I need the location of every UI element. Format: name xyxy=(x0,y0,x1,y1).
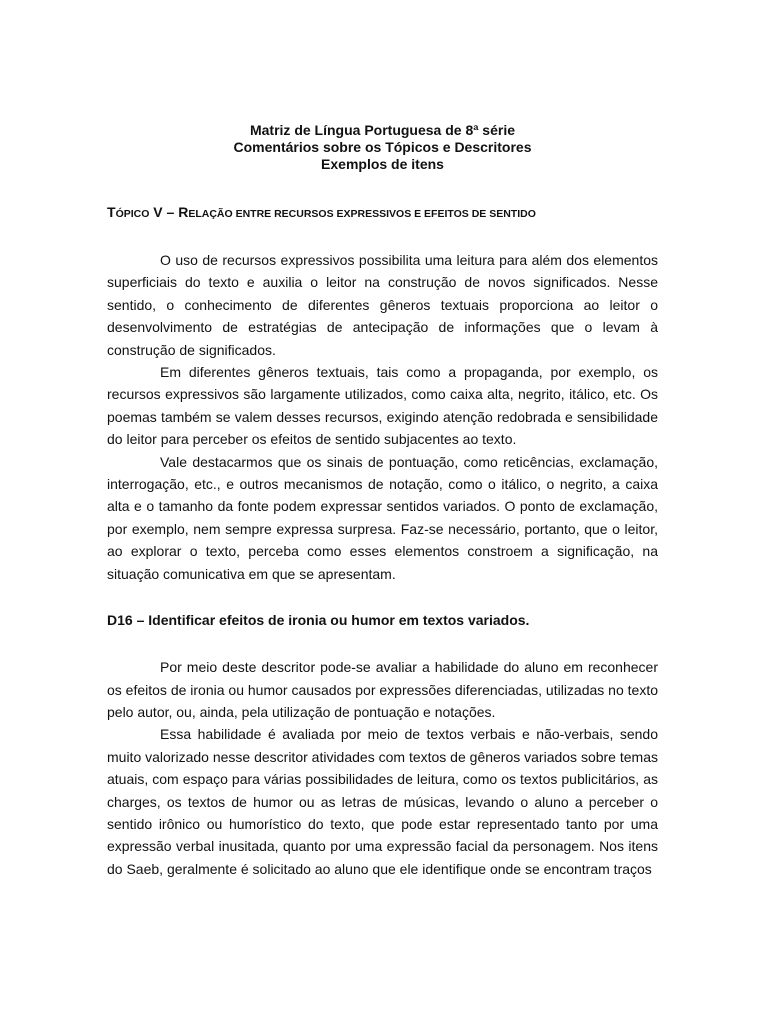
topic-cap-2: R xyxy=(178,204,189,220)
descriptor-body xyxy=(107,656,658,880)
descriptor-heading: D16 – Identificar efeitos de ironia ou humor em textos variados. xyxy=(107,612,530,629)
topic-heading xyxy=(107,203,658,223)
topic-cap-1: T xyxy=(107,204,116,220)
document-page xyxy=(107,122,658,880)
topic-paragraph-2: Em diferentes gêneros textuais, tais como a propaganda, por exemplo, os recursos expressivos são largamente utilizados, como caixa alta, negrito, itálico, etc. Os poemas também se valem desses recursos, exigindo atenção redobrada e sensibilidade do leitor para perceber os efeitos de sentido subjacentes ao texto. xyxy=(107,364,658,448)
topic-small-2: ELAÇÃO ENTRE RECURSOS EXPRESSIVOS E EFEITOS DE SENTIDO xyxy=(188,208,536,220)
topic-small-1: ÓPICO xyxy=(115,208,150,220)
title-line-1: Matriz de Língua Portuguesa de 8ª série xyxy=(249,122,516,138)
topic-body xyxy=(107,249,658,585)
descriptor-paragraph-1: Por meio deste descritor pode-se avaliar a habilidade do aluno em reconhecer os efeitos de ironia ou humor causados por expressões diferenciadas, utilizadas no texto pelo autor, ou, ainda, pela utilização de pontuação e notações. xyxy=(107,659,658,720)
topic-paragraph-1: O uso de recursos expressivos possibilita uma leitura para além dos elementos superficiais do texto e auxilia o leitor na construção de novos significados. Nesse sentido, o conhecimento de diferentes gêneros textuais proporciona ao leitor o desenvolvimento de estratégias de antecipação de informações que o levam à construção de significados. xyxy=(107,252,658,358)
document-title xyxy=(107,122,658,173)
topic-paragraph-3: Vale destacarmos que os sinais de pontuação, como reticências, exclamação, interrogação, etc., e outros mecanismos de notação, como o itálico, o negrito, a caixa alta e o tamanho da fonte podem expressar sentidos variados. O ponto de exclamação, por exemplo, nem sempre expressa surpresa. Faz-se necessário, portanto, que o leitor, ao explorar o texto, perceba como esses elementos constroem a significação, na situação comunicativa em que se apresentam. xyxy=(107,453,658,582)
topic-mid: V – xyxy=(149,204,179,220)
title-line-2: Comentários sobre os Tópicos e Descritores xyxy=(233,139,532,155)
title-line-3: Exemplos de itens xyxy=(321,156,444,172)
descriptor-paragraph-2: Essa habilidade é avaliada por meio de textos verbais e não-verbais, sendo muito valorizado nesse descritor atividades com textos de gêneros variados sobre temas atuais, com espaço para várias possibilidades de leitura, como os textos publicitários, as charges, os textos de humor ou as letras de músicas, levando o aluno a perceber o sentido irônico ou humorístico do texto, que pode estar representado tanto por uma expressão verbal inusitada, quanto por uma expressão facial da personagem. Nos itens do Saeb, geralmente é solicitado ao aluno que ele identifique onde se encontram traços xyxy=(107,726,658,877)
